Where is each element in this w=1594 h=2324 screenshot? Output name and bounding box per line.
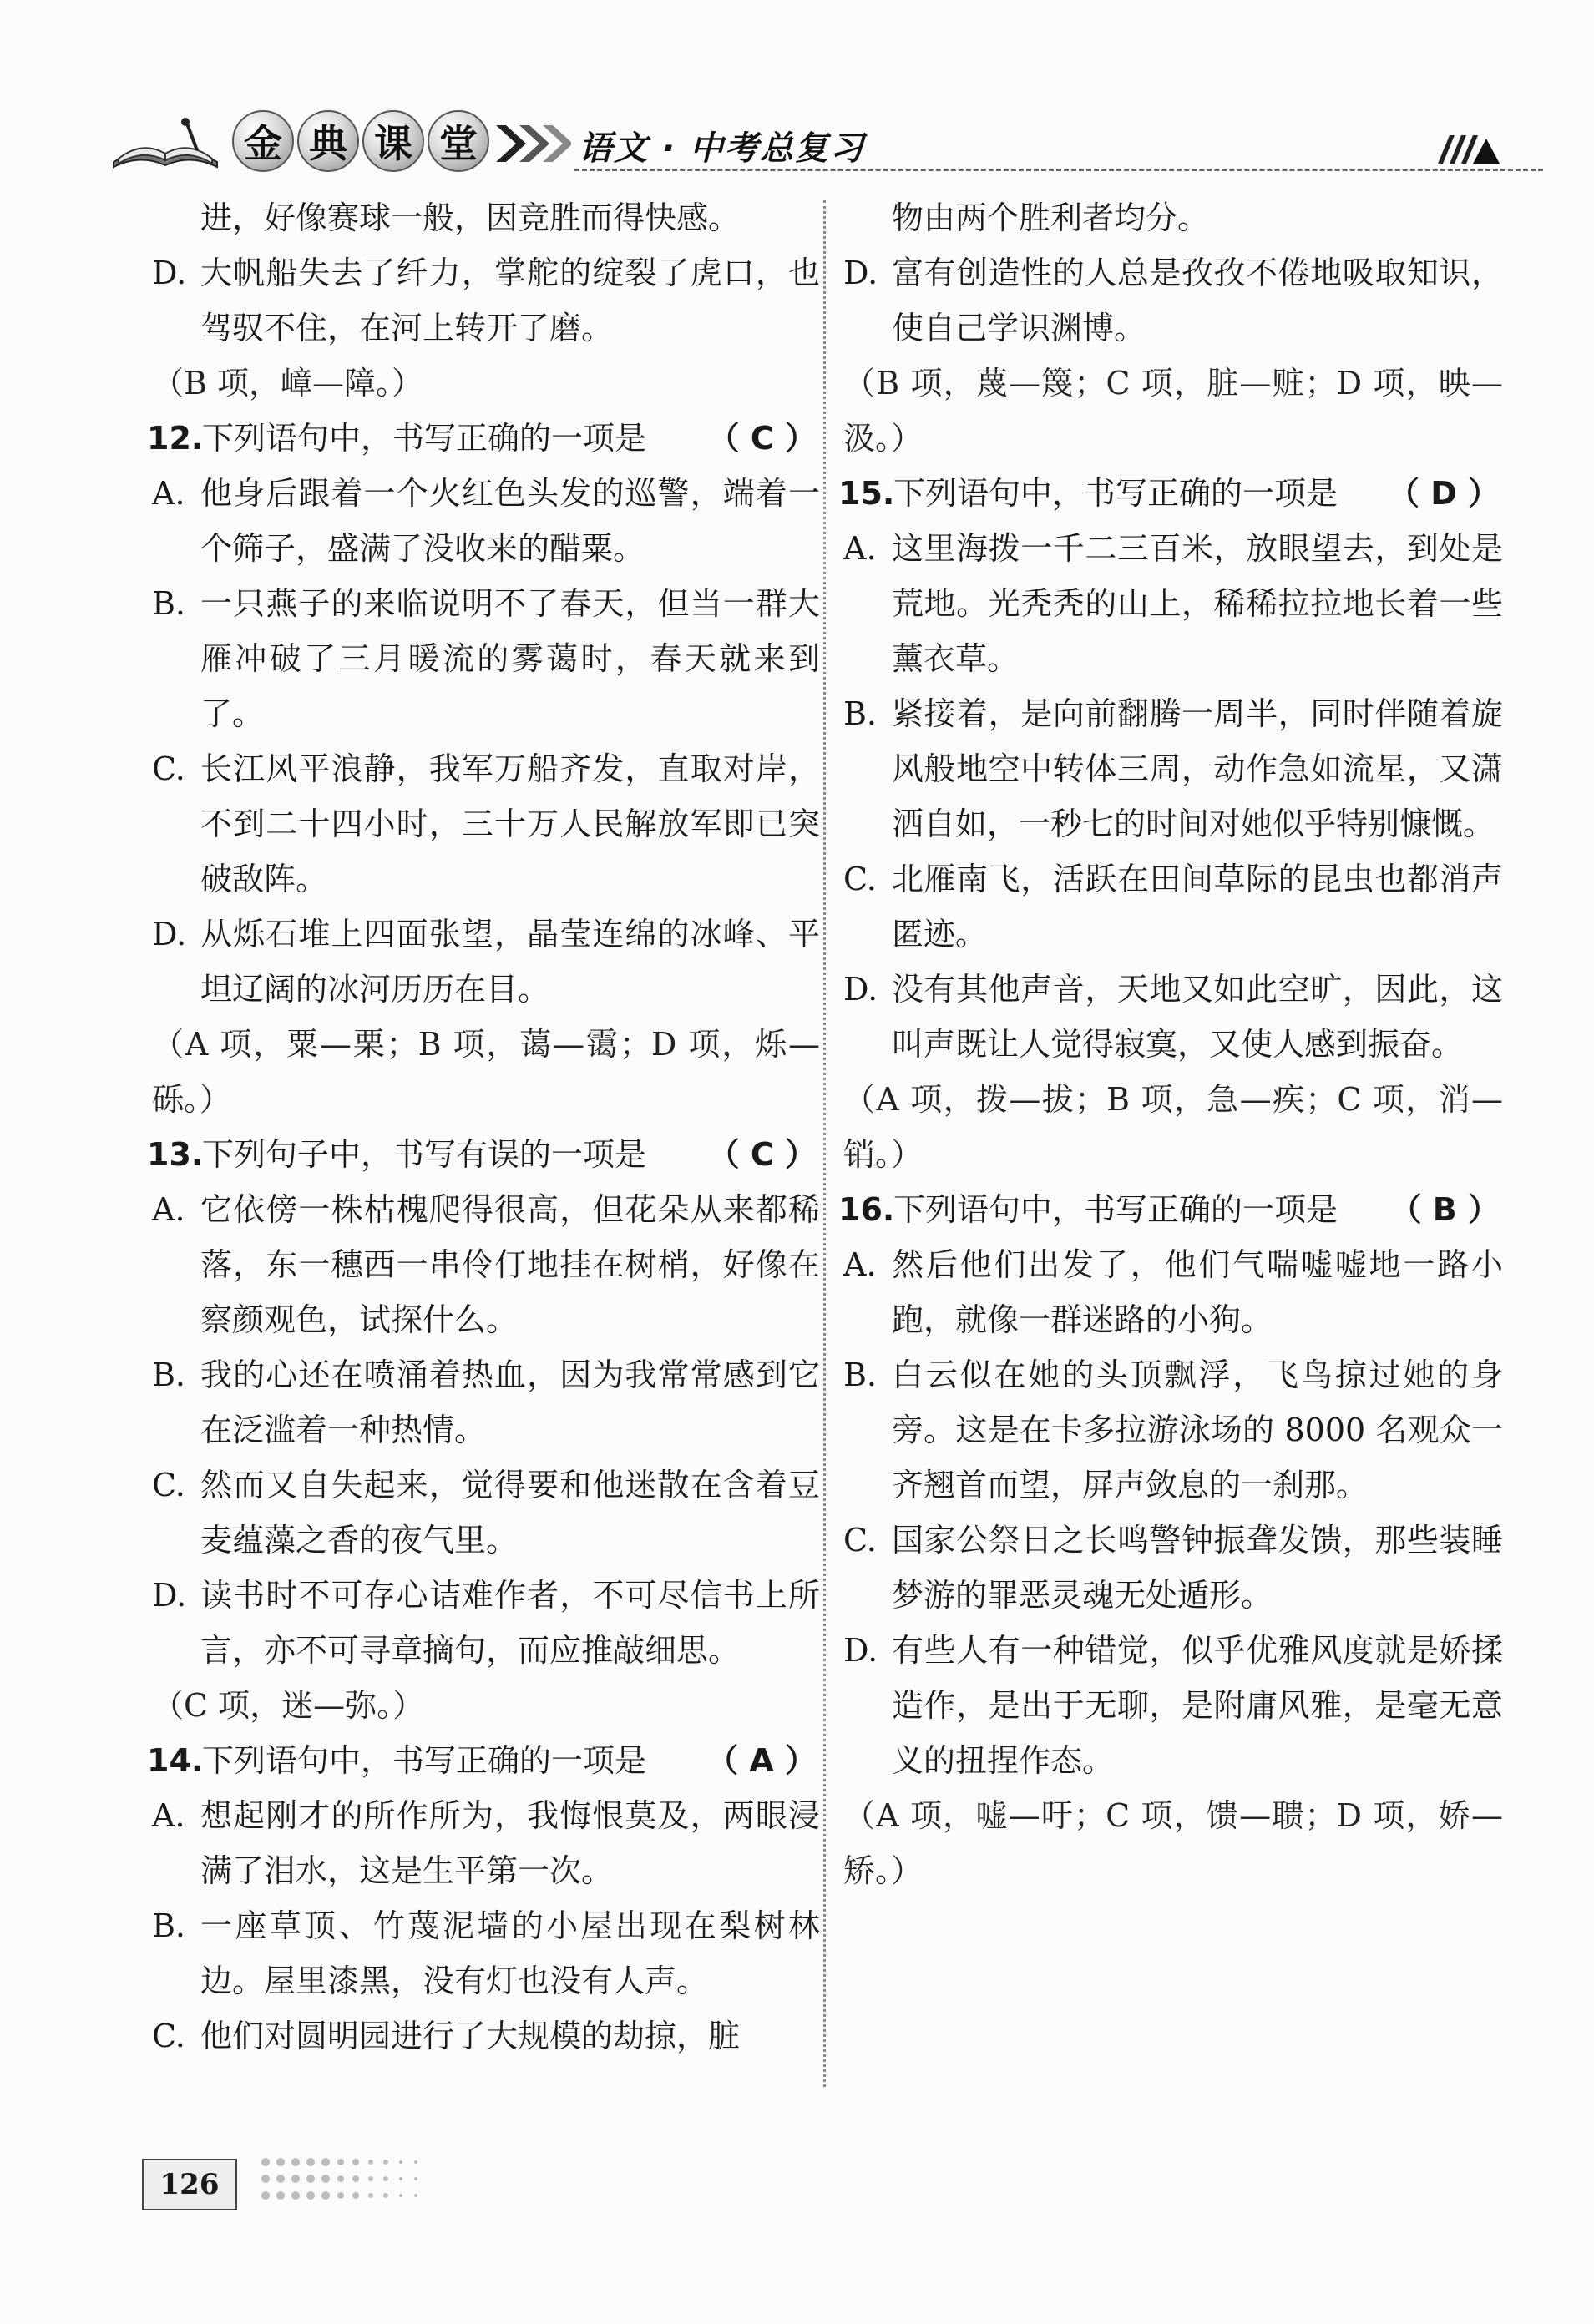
header-rule — [574, 169, 1543, 171]
answer-note: （B 项，嶂—障。） — [152, 365, 424, 402]
option-a — [843, 1237, 1503, 1347]
option-label: C. — [152, 750, 185, 787]
option-b — [843, 686, 1503, 851]
option-label: D. — [843, 1632, 878, 1669]
question-number: 13. — [147, 1136, 204, 1173]
option-a — [152, 466, 820, 576]
question-number: 14. — [147, 1742, 204, 1779]
option-label: A. — [152, 1797, 185, 1834]
option-text: 白云似在她的头顶飘浮，飞鸟掠过她的身旁。这是在卡多拉游泳场的 8000 名观众一齐翘首而望，屏声敛息的一刹那。 — [892, 1357, 1503, 1503]
option-label: B. — [152, 585, 186, 622]
right-column — [838, 190, 1503, 1898]
brand-char: 金 — [232, 110, 294, 172]
option-d — [152, 907, 820, 1017]
option-label: C. — [843, 1522, 877, 1559]
option-text: 大帆船失去了纤力，掌舵的绽裂了虎口，也驾驭不住，在河上转开了磨。 — [200, 255, 820, 346]
question-12 — [147, 411, 820, 466]
option-text: 他们对圆明园进行了大规模的劫掠，脏 — [200, 2018, 741, 2054]
option-text: 一座草顶、竹蔑泥墙的小屋出现在梨树林边。屋里漆黑，没有灯也没有人声。 — [200, 1907, 820, 1999]
option-text: 然后他们出发了，他们气喘嘘嘘地一路小跑，就像一群迷路的小狗。 — [892, 1246, 1503, 1338]
answer-key: （ C ） — [707, 420, 817, 457]
option-d — [843, 1623, 1503, 1788]
stripe-triangle-icon — [1435, 130, 1501, 167]
answer-key: （ C ） — [707, 1136, 817, 1173]
option-label: A. — [152, 475, 185, 512]
answer-note: （A 项，拨—拔；B 项，急—疾；C 项，消—销。） — [843, 1081, 1503, 1173]
option-d — [152, 1568, 820, 1678]
question-stem: 下列语句中，书写正确的一项是 — [202, 1742, 647, 1779]
option-text: 他身后跟着一个火红色头发的巡警，端着一个筛子，盛满了没收来的醋粟。 — [200, 475, 820, 567]
option-text: 长江风平浪静，我军万船齐发，直取对岸，不到二十四小时，三十万人民解放军即已突破敌阵。 — [200, 750, 820, 897]
answer-key: （ D ） — [1387, 475, 1500, 512]
continued-line: 物由两个胜利者均分。 — [892, 200, 1210, 236]
option-text: 这里海拨一千二三百米，放眼望去，到处是荒地。光秃秃的山上，稀稀拉拉地长着一些薰衣草。 — [892, 530, 1503, 677]
option-text: 然而又自失起来，觉得要和他迷散在含着豆麦蕴藻之香的夜气里。 — [200, 1467, 820, 1559]
brand-char: 典 — [297, 110, 359, 172]
question-stem: 下列语句中，书写正确的一项是 — [893, 1191, 1338, 1228]
option-b — [152, 1898, 820, 2008]
option-c — [843, 1513, 1503, 1623]
option-label: D. — [152, 916, 187, 952]
option-label: A. — [152, 1191, 185, 1228]
option-d — [843, 245, 1503, 356]
question-number: 15. — [838, 475, 895, 512]
option-text: 有些人有一种错觉，似乎优雅风度就是娇揉造作，是出于无聊，是附庸风雅，是毫无意义的扭捏作态。 — [892, 1632, 1503, 1779]
page-number: 126 — [142, 2159, 237, 2210]
option-text: 紧接着，是向前翻腾一周半，同时伴随着旋风般地空中转体三周，动作急如流星，又潇洒自如，一秒七的时间对她似乎特别慷慨。 — [892, 695, 1503, 842]
option-label: D. — [843, 971, 878, 1008]
answer-key: （ A ） — [706, 1742, 817, 1779]
brand-title — [232, 110, 489, 172]
answer-note: （C 项，迷—弥。） — [152, 1687, 425, 1724]
option-b — [152, 1347, 820, 1458]
option-label: D. — [152, 255, 187, 291]
brand-char: 课 — [362, 110, 424, 172]
question-number: 16. — [838, 1191, 895, 1228]
option-text: 富有创造性的人总是孜孜不倦地吸取知识，使自己学识渊博。 — [892, 255, 1503, 346]
option-text: 没有其他声音，天地又如此空旷，因此，这叫声既让人觉得寂寞，又使人感到振奋。 — [892, 971, 1503, 1063]
answer-note: （A 项，嘘—吁；C 项，馈—聩；D 项，娇—矫。） — [843, 1797, 1503, 1889]
option-label: D. — [843, 255, 878, 291]
option-c — [152, 2008, 820, 2064]
answer-note: （A 项，粟—栗；B 项，蔼—霭；D 项，烁—砾。） — [152, 1026, 820, 1118]
question-16 — [838, 1182, 1503, 1237]
continued-line: 进，好像赛球一般，因竞胜而得快感。 — [200, 200, 741, 236]
question-13 — [147, 1127, 820, 1182]
column-divider — [823, 200, 826, 2087]
answer-note: （B 项，蔑—篾；C 项，脏—赃；D 项，映—汲。） — [843, 365, 1503, 457]
option-a — [843, 521, 1503, 686]
option-label: A. — [843, 1246, 877, 1283]
question-stem: 下列语句中，书写正确的一项是 — [202, 420, 647, 457]
option-c — [152, 741, 820, 907]
question-15 — [838, 466, 1503, 521]
option-label: B. — [843, 1357, 878, 1393]
option-label: B. — [843, 695, 878, 732]
question-stem: 下列句子中，书写有误的一项是 — [202, 1136, 647, 1173]
question-stem: 下列语句中，书写正确的一项是 — [893, 475, 1338, 512]
option-label: D. — [152, 1577, 187, 1614]
option-text: 我的心还在喷涌着热血，因为我常常感到它在泛滥着一种热情。 — [200, 1357, 820, 1448]
option-c — [843, 851, 1503, 962]
option-text: 北雁南飞，活跃在田间草际的昆虫也都消声匿迹。 — [892, 861, 1503, 952]
option-c — [152, 1458, 820, 1568]
option-text: 它依傍一株枯槐爬得很高，但花朵从来都稀落，东一穗西一串伶仃地挂在树梢，好像在察颜观色，试探什么。 — [200, 1191, 820, 1338]
option-b — [152, 576, 820, 741]
open-book-icon — [107, 115, 224, 174]
option-text: 国家公祭日之长鸣警钟振聋发馈，那些装睡梦游的罪恶灵魂无处遁形。 — [892, 1522, 1503, 1614]
dot-pattern — [259, 2154, 526, 2212]
option-label: C. — [843, 861, 877, 897]
option-b — [843, 1347, 1503, 1513]
option-text: 一只燕子的来临说明不了春天，但当一群大雁冲破了三月暖流的雾蔼时，春天就来到了。 — [200, 585, 820, 732]
answer-key: （ B ） — [1389, 1191, 1500, 1228]
option-d — [152, 245, 820, 356]
left-column — [147, 190, 820, 2064]
option-a — [152, 1788, 820, 1898]
option-label: B. — [152, 1907, 186, 1944]
option-label: C. — [152, 1467, 185, 1503]
page-header — [107, 99, 1493, 182]
question-number: 12. — [147, 420, 204, 457]
option-label: C. — [152, 2018, 185, 2054]
double-chevron-icon — [491, 122, 571, 165]
option-label: A. — [843, 530, 877, 567]
question-14 — [147, 1733, 820, 1788]
option-text: 想起刚才的所作所为，我悔恨莫及，两眼浸满了泪水，这是生平第一次。 — [200, 1797, 820, 1889]
brand-char: 堂 — [428, 110, 489, 172]
option-label: B. — [152, 1357, 186, 1393]
option-text: 读书时不可存心诘难作者，不可尽信书上所言，亦不可寻章摘句，而应推敲细思。 — [200, 1577, 820, 1669]
subject-title: 语文 · 中考总复习 — [579, 129, 866, 168]
option-a — [152, 1182, 820, 1347]
option-text: 从烁石堆上四面张望，晶莹连绵的冰峰、平坦辽阔的冰河历历在目。 — [200, 916, 820, 1008]
option-d — [843, 962, 1503, 1072]
